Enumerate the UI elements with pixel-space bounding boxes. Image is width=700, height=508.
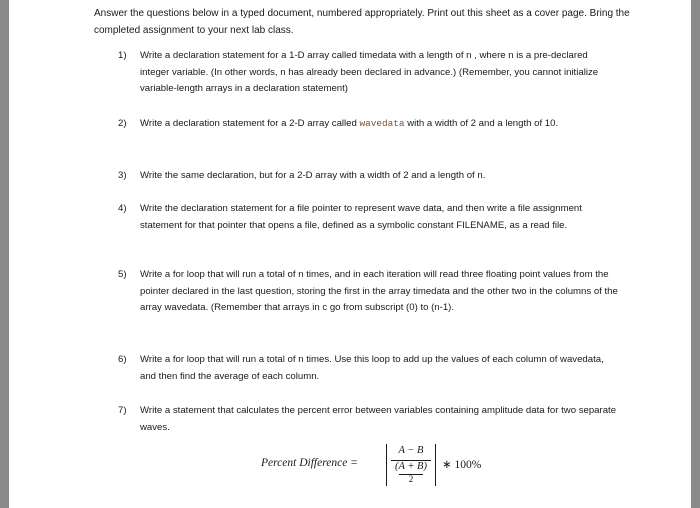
formula-denominator: (A + B) <box>395 461 427 472</box>
question-text: Write the declaration statement for a file pointer to represent wave data, and then write a file assignment statement for that pointer that opens a file, defined as a symbolic constant FILENAME, as a read file. <box>140 203 582 231</box>
question-number: 3) <box>118 170 127 181</box>
question-number: 7) <box>118 405 127 416</box>
question-text: Write the same declaration, but for a 2-D array with a width of 2 and a length of n. <box>140 170 486 181</box>
question-number: 5) <box>118 269 127 280</box>
question-number: 1) <box>118 50 127 61</box>
question-text: Write a declaration statement for a 1-D array called timedata with a length of n , where n is a pre-declared integer variable. (In other words, n has already been declared in advance.) (Remember, you cannot initialize variable-length arrays in a declaration statement) <box>140 50 599 94</box>
question-number: 4) <box>118 203 127 214</box>
formula-numerator: A − B <box>398 445 424 456</box>
question-text-end: with a width of 2 and a length of 10. <box>404 118 559 129</box>
formula-divisor: 2 <box>408 474 414 484</box>
question-text-start: Write a declaration statement for a 2-D array called <box>140 118 360 129</box>
question-text: Write a statement that calculates the percent error between variables containing amplitude data for two separate waves. <box>140 405 617 433</box>
question-number: 2) <box>118 118 127 129</box>
code-wavedata: wavedata <box>359 118 405 129</box>
question-text: Write a for loop that will run a total of n times, and in each iteration will read three floating point values from the pointer declared in the last question, storing the first in the array timedata and the other two in the columns of the array wavedata. (Remember that arrays in c go from subscript (0) to (n-1). <box>140 269 618 313</box>
question-text: Write a for loop that will run a total of n times. Use this loop to add up the values of each column of wavedata, and then find the average of each column. <box>140 354 604 382</box>
absolute-value-bars <box>386 444 436 486</box>
question-text <box>140 116 618 133</box>
question-number: 6) <box>118 354 127 365</box>
denominator-sum: A + B <box>398 461 424 472</box>
formula-label: Percent Difference = <box>261 457 358 469</box>
formula-suffix: ∗ 100% <box>442 459 482 471</box>
assignment-sheet <box>9 0 691 508</box>
intro-text: Answer the questions below in a typed document, numbered appropriately. Print out this sheet as a cover page. Bring the completed assignment to your next lab class. <box>94 8 630 36</box>
